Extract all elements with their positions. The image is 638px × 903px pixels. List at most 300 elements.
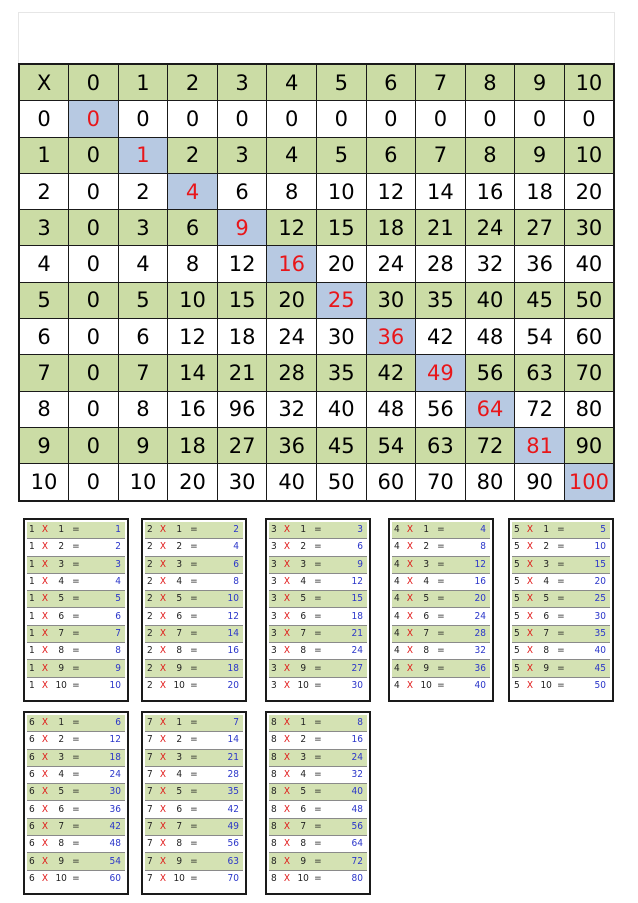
multiplicand: 1 (27, 556, 42, 573)
product: 42 (82, 818, 125, 835)
multiplier: 7 (171, 625, 188, 642)
multiplier: 5 (53, 591, 70, 608)
equals-sign: = (187, 573, 200, 590)
product-cell: 27 (515, 210, 565, 246)
equals-sign: = (69, 749, 82, 766)
product-cell: 63 (416, 427, 466, 463)
multiplicand: 7 (145, 715, 160, 732)
times-sign: X (160, 643, 171, 660)
product: 5 (82, 591, 125, 608)
multiplicand: 7 (147, 872, 153, 884)
product-cell: 42 (416, 319, 466, 355)
multiplier: 7 (295, 818, 312, 835)
product-cell: 8 (118, 391, 168, 427)
equals-sign: = (434, 660, 447, 677)
product: 8 (324, 715, 367, 732)
equals-sign: = (434, 539, 447, 556)
multiplier: 3 (295, 556, 312, 573)
product-cell: 0 (69, 210, 119, 246)
mini-table-row (392, 608, 490, 625)
equals-sign: = (311, 556, 324, 573)
multiplicand: 8 (269, 801, 284, 818)
product: 80 (351, 872, 363, 884)
mini-table-row (27, 818, 125, 835)
multiplicand: 5 (512, 591, 527, 608)
multiplier: 9 (295, 660, 312, 677)
multiplicand: 1 (27, 591, 42, 608)
times-sign: X (284, 715, 295, 732)
multiplicand: 3 (269, 608, 284, 625)
equals-sign: = (314, 679, 322, 691)
multiplicand: 5 (512, 522, 527, 539)
equals-sign: = (187, 539, 200, 556)
product-cell: 12 (366, 173, 416, 209)
table-row (19, 319, 614, 355)
product: 30 (351, 679, 363, 691)
equals-sign: = (557, 679, 565, 691)
table-row (19, 173, 614, 209)
multiplier: 4 (295, 573, 312, 590)
product: 72 (324, 853, 367, 870)
multiplier: 2 (418, 539, 435, 556)
multiplier: 2 (171, 732, 188, 749)
product-cell: 2 (118, 173, 168, 209)
times-sign: X (407, 625, 418, 642)
mini-table-row (145, 643, 243, 660)
product-cell: 24 (267, 319, 317, 355)
equals-sign: = (187, 643, 200, 660)
multiplier: 7 (295, 625, 312, 642)
product-cell: 32 (267, 391, 317, 427)
multiplicand: 2 (145, 660, 160, 677)
multiplicand: 6 (27, 766, 42, 783)
times-sign: X (41, 679, 48, 691)
multiplicand: 4 (392, 539, 407, 556)
mini-table-row (392, 539, 490, 556)
product: 6 (82, 608, 125, 625)
times-sign: X (42, 749, 53, 766)
times-sign: X (160, 625, 171, 642)
product: 70 (227, 872, 239, 884)
times-sign: X (42, 715, 53, 732)
product: 2 (200, 522, 243, 539)
multiplicand: 2 (145, 522, 160, 539)
multiplicand: 2 (145, 556, 160, 573)
product-cell: 0 (69, 355, 119, 391)
equals-sign: = (69, 801, 82, 818)
multiplier: 8 (418, 643, 435, 660)
times-sign: X (42, 853, 53, 870)
equals-sign: = (69, 660, 82, 677)
product: 6 (324, 539, 367, 556)
times-sign: X (160, 522, 171, 539)
header-cell: 10 (564, 64, 614, 101)
multiplier: 1 (295, 522, 312, 539)
mini-table-3 (265, 518, 371, 702)
multiplier: 10 (420, 679, 432, 691)
product-cell: 20 (267, 282, 317, 318)
times-sign: X (42, 801, 53, 818)
times-sign: X (160, 556, 171, 573)
equals-sign: = (190, 872, 198, 884)
equals-sign: = (69, 591, 82, 608)
times-sign: X (407, 539, 418, 556)
multiplier: 4 (538, 573, 555, 590)
header-cell: 1 (118, 64, 168, 101)
product-cell: 70 (564, 355, 614, 391)
product: 35 (200, 784, 243, 801)
multiplicand: 3 (269, 539, 284, 556)
square-cell: 0 (69, 101, 119, 137)
table-row (19, 391, 614, 427)
multiplier: 10 (297, 872, 309, 884)
times-sign: X (160, 715, 171, 732)
product: 56 (324, 818, 367, 835)
multiplier: 1 (538, 522, 555, 539)
mini-table-row (145, 870, 243, 887)
multiplicand: 4 (394, 679, 400, 691)
multiplier: 9 (538, 660, 555, 677)
product: 12 (324, 573, 367, 590)
equals-sign: = (311, 660, 324, 677)
multiplier: 7 (53, 818, 70, 835)
header-cell: 9 (515, 64, 565, 101)
product-cell: 40 (316, 391, 366, 427)
multiplier: 8 (171, 643, 188, 660)
multiplier: 10 (173, 872, 185, 884)
square-cell: 25 (316, 282, 366, 318)
mini-table-row (512, 660, 610, 677)
product-cell: 3 (118, 210, 168, 246)
times-sign: X (407, 573, 418, 590)
product-cell: 15 (316, 210, 366, 246)
equals-sign: = (311, 625, 324, 642)
product-cell: 12 (217, 246, 267, 282)
equals-sign: = (187, 784, 200, 801)
product: 10 (200, 591, 243, 608)
multiplicand: 5 (512, 573, 527, 590)
product: 21 (324, 625, 367, 642)
equals-sign: = (311, 715, 324, 732)
product: 32 (447, 643, 490, 660)
times-sign: X (526, 679, 533, 691)
multiplier: 3 (418, 556, 435, 573)
product: 20 (447, 591, 490, 608)
product: 6 (200, 556, 243, 573)
multiplier: 10 (55, 679, 67, 691)
mini-table-row (512, 608, 610, 625)
product-cell: 45 (316, 427, 366, 463)
equals-sign: = (69, 853, 82, 870)
multiplier: 6 (295, 608, 312, 625)
multiplicand: 3 (271, 679, 277, 691)
row-header-cell: 7 (19, 355, 69, 391)
product-cell: 0 (69, 137, 119, 173)
multiplicand: 4 (392, 643, 407, 660)
equals-sign: = (311, 522, 324, 539)
product-cell: 12 (267, 210, 317, 246)
mini-table-row (27, 677, 125, 694)
product: 4 (200, 539, 243, 556)
mini-table-row (145, 853, 243, 870)
product-cell: 0 (69, 427, 119, 463)
table-row (19, 282, 614, 318)
product: 10 (109, 679, 121, 691)
multiplier: 4 (53, 573, 70, 590)
mini-table-2 (141, 518, 247, 702)
product-cell: 21 (416, 210, 466, 246)
product-cell: 16 (465, 173, 515, 209)
times-sign: X (42, 539, 53, 556)
header-cell: 4 (267, 64, 317, 101)
square-cell: 49 (416, 355, 466, 391)
mini-table-row (269, 818, 367, 835)
mini-table-row (145, 715, 243, 732)
mini-table-5 (508, 518, 614, 702)
product: 5 (567, 522, 610, 539)
multiplicand: 2 (145, 573, 160, 590)
square-cell: 1 (118, 137, 168, 173)
product-cell: 28 (267, 355, 317, 391)
product-cell: 60 (564, 319, 614, 355)
mini-table-row (269, 591, 367, 608)
mini-table-row (392, 556, 490, 573)
product-cell: 20 (168, 464, 218, 501)
product-cell: 3 (217, 137, 267, 173)
mini-table-row (269, 732, 367, 749)
equals-sign: = (311, 766, 324, 783)
equals-sign: = (187, 818, 200, 835)
equals-sign: = (314, 872, 322, 884)
mini-table-row (145, 732, 243, 749)
multiplier: 4 (418, 573, 435, 590)
equals-sign: = (187, 591, 200, 608)
equals-sign: = (434, 556, 447, 573)
multiplier: 10 (55, 872, 67, 884)
equals-sign: = (311, 539, 324, 556)
product-cell: 28 (416, 246, 466, 282)
mini-table-row (145, 766, 243, 783)
equals-sign: = (69, 643, 82, 660)
square-cell: 64 (465, 391, 515, 427)
product-cell: 7 (416, 137, 466, 173)
equals-sign: = (554, 522, 567, 539)
times-sign: X (527, 522, 538, 539)
table-row (19, 246, 614, 282)
product: 24 (324, 749, 367, 766)
product-cell: 0 (316, 101, 366, 137)
product-cell: 14 (168, 355, 218, 391)
product-cell: 0 (515, 101, 565, 137)
product: 40 (474, 679, 486, 691)
equals-sign: = (187, 801, 200, 818)
product: 16 (447, 573, 490, 590)
multiplicand: 8 (269, 715, 284, 732)
multiplicand: 8 (269, 853, 284, 870)
mini-table-4 (388, 518, 494, 702)
mini-table-row (512, 556, 610, 573)
equals-sign: = (69, 836, 82, 853)
times-sign: X (284, 660, 295, 677)
multiplicand: 1 (27, 625, 42, 642)
times-sign: X (284, 732, 295, 749)
equals-sign: = (187, 766, 200, 783)
multiplier: 2 (538, 539, 555, 556)
product-cell: 6 (366, 137, 416, 173)
times-sign: X (42, 643, 53, 660)
product: 48 (324, 801, 367, 818)
times-sign: X (160, 766, 171, 783)
header-row (19, 64, 614, 101)
product-cell: 4 (118, 246, 168, 282)
multiplicand: 5 (512, 608, 527, 625)
equals-sign: = (311, 608, 324, 625)
product-cell: 48 (366, 391, 416, 427)
product: 6 (82, 715, 125, 732)
mini-table-1 (23, 518, 129, 702)
mini-table-row (27, 749, 125, 766)
product-cell: 10 (564, 137, 614, 173)
product-cell: 21 (217, 355, 267, 391)
mini-table-row (512, 677, 610, 694)
product-cell: 56 (465, 355, 515, 391)
multiplicand: 2 (145, 643, 160, 660)
product-cell: 90 (564, 427, 614, 463)
equals-sign: = (311, 749, 324, 766)
product: 14 (200, 732, 243, 749)
product: 24 (324, 643, 367, 660)
product-cell: 35 (416, 282, 466, 318)
mini-table-row (145, 818, 243, 835)
equals-sign: = (434, 625, 447, 642)
product: 9 (324, 556, 367, 573)
multiplier: 3 (538, 556, 555, 573)
mini-table-row (145, 573, 243, 590)
mini-table-row (269, 749, 367, 766)
product-cell: 56 (416, 391, 466, 427)
mini-table-row (512, 573, 610, 590)
mini-table-7 (141, 711, 247, 895)
mini-table-row (269, 853, 367, 870)
equals-sign: = (554, 556, 567, 573)
mini-table-row (27, 608, 125, 625)
table-row (19, 210, 614, 246)
row-header-cell: 2 (19, 173, 69, 209)
equals-sign: = (311, 853, 324, 870)
times-sign: X (42, 608, 53, 625)
multiplier: 8 (53, 836, 70, 853)
product-cell: 40 (564, 246, 614, 282)
product: 63 (200, 853, 243, 870)
times-sign: X (160, 801, 171, 818)
multiplier: 2 (53, 539, 70, 556)
equals-sign: = (554, 643, 567, 660)
mini-table-row (392, 660, 490, 677)
multiplicand: 2 (145, 625, 160, 642)
multiplicand: 7 (145, 766, 160, 783)
square-cell: 36 (366, 319, 416, 355)
multiplicand: 3 (269, 573, 284, 590)
product-cell: 30 (316, 319, 366, 355)
equals-sign: = (554, 591, 567, 608)
product-cell: 45 (515, 282, 565, 318)
product: 30 (82, 784, 125, 801)
product-cell: 10 (316, 173, 366, 209)
product: 12 (200, 608, 243, 625)
product-cell: 0 (564, 101, 614, 137)
product: 30 (567, 608, 610, 625)
table-row (19, 427, 614, 463)
multiplier: 5 (171, 591, 188, 608)
product-cell: 0 (416, 101, 466, 137)
times-sign: X (42, 732, 53, 749)
mini-table-row (512, 591, 610, 608)
product: 10 (567, 539, 610, 556)
mini-table-6 (23, 711, 129, 895)
equals-sign: = (187, 749, 200, 766)
product-cell: 10 (168, 282, 218, 318)
multiplicand: 7 (145, 818, 160, 835)
multiplier: 5 (538, 591, 555, 608)
times-sign: X (160, 853, 171, 870)
times-sign: X (407, 522, 418, 539)
product: 20 (227, 679, 239, 691)
times-sign: X (159, 872, 166, 884)
equals-sign: = (434, 591, 447, 608)
multiplicand: 8 (269, 766, 284, 783)
equals-sign: = (69, 539, 82, 556)
multiplicand: 6 (27, 853, 42, 870)
equals-sign: = (311, 836, 324, 853)
times-sign: X (407, 608, 418, 625)
multiplicand: 3 (269, 660, 284, 677)
product-cell: 0 (69, 391, 119, 427)
product: 20 (567, 573, 610, 590)
times-sign: X (160, 836, 171, 853)
product-cell: 80 (564, 391, 614, 427)
multiplier: 3 (53, 749, 70, 766)
table-row (19, 464, 614, 501)
multiplicand: 6 (27, 818, 42, 835)
product-cell: 0 (168, 101, 218, 137)
multiplicand: 7 (145, 749, 160, 766)
product: 2 (82, 539, 125, 556)
product-cell: 50 (316, 464, 366, 501)
multiplicand: 4 (392, 608, 407, 625)
equals-sign: = (434, 573, 447, 590)
mini-table-row (145, 801, 243, 818)
multiplier: 10 (540, 679, 552, 691)
row-header-cell: 3 (19, 210, 69, 246)
product-cell: 54 (515, 319, 565, 355)
product-cell: 32 (465, 246, 515, 282)
product-cell: 18 (217, 319, 267, 355)
product: 25 (567, 591, 610, 608)
mini-table-row (269, 870, 367, 887)
product-cell: 60 (366, 464, 416, 501)
multiplicand: 8 (269, 732, 284, 749)
multiplicand: 3 (269, 643, 284, 660)
times-sign: X (284, 784, 295, 801)
multiplicand: 1 (29, 679, 35, 691)
multiplicand: 3 (269, 625, 284, 642)
multiplicand: 6 (27, 732, 42, 749)
product-cell: 40 (267, 464, 317, 501)
multiplier: 9 (53, 853, 70, 870)
multiplicand: 8 (269, 784, 284, 801)
multiplicand: 1 (27, 608, 42, 625)
times-sign: X (284, 818, 295, 835)
